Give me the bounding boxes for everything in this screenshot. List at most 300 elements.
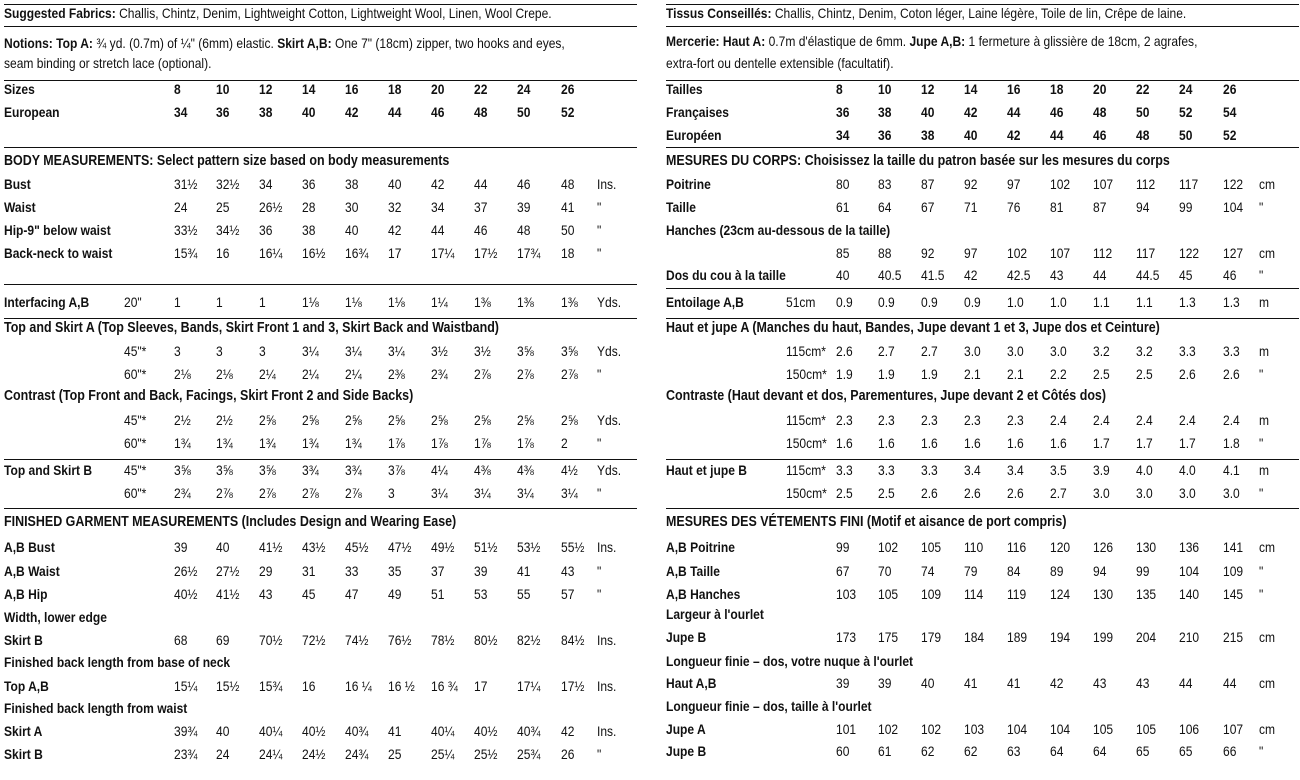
finished-value: 41 — [388, 723, 402, 739]
yardage-value: 3¼ — [517, 485, 534, 501]
body-value: 48 — [561, 176, 575, 192]
yardage-value: 2.6 — [921, 485, 938, 501]
yardage-value: 0.9 — [836, 294, 853, 310]
body-value: 122 — [1179, 245, 1200, 261]
yardage-value: 3.0 — [1179, 485, 1196, 501]
fabrics-text: Challis, Chintz, Denim, Coton léger, Laine légère, Toile de lin, Crêpe de laine. — [771, 5, 1187, 21]
body-value: 44 — [431, 222, 445, 238]
size-value: 52 — [1223, 127, 1237, 143]
finished-value: 62 — [964, 743, 978, 759]
yardage-value: 2⅞ — [561, 366, 578, 382]
finished-value: 44 — [1223, 675, 1237, 691]
yardage-value: 1.0 — [1050, 294, 1067, 310]
yardage-value: 1⅞ — [517, 435, 534, 451]
yardage-value: 4.0 — [1179, 462, 1196, 478]
finished-value: 24½ — [302, 746, 326, 762]
yardage-value: 1.6 — [836, 435, 853, 451]
body-value: 107 — [1093, 176, 1114, 192]
finished-value: 25 — [388, 746, 402, 762]
measurement-label: Hanches (23cm au-dessous de la taille) — [666, 222, 891, 238]
finished-value: 103 — [964, 721, 985, 737]
finished-value: 114 — [964, 586, 984, 602]
size-value: 48 — [1093, 104, 1107, 120]
size-value: 40 — [964, 127, 978, 143]
unit-label: cm — [1259, 539, 1276, 555]
finished-value: 27½ — [216, 563, 240, 579]
measurement-label: Poitrine — [666, 176, 711, 192]
yardage-value: 2⅝ — [431, 412, 448, 428]
body-value: 38 — [345, 176, 359, 192]
divider — [666, 147, 1299, 148]
finished-value: 124 — [1050, 586, 1071, 602]
finished-value: 78½ — [431, 632, 455, 648]
yardage-value: 2.4 — [1050, 412, 1067, 428]
finished-value: 189 — [1007, 629, 1028, 645]
yardage-value: 1⅜ — [517, 294, 534, 310]
yardage-value: 2.5 — [1093, 366, 1110, 382]
finished-value: 40 — [216, 539, 230, 555]
finished-value: 60 — [836, 743, 850, 759]
yardage-value: 1⅜ — [474, 294, 491, 310]
yardage-value: 1.8 — [1223, 435, 1240, 451]
unit-label: " — [597, 366, 602, 382]
unit-label: Ins. — [597, 678, 617, 694]
yardage-value: 1¾ — [345, 435, 362, 451]
finished-value: 51 — [431, 586, 445, 602]
fabric-width: 60"* — [124, 366, 147, 382]
yardage-value: 3.2 — [1136, 343, 1153, 359]
yardage-value: 1.7 — [1136, 435, 1153, 451]
fabric-width: 60"* — [124, 485, 147, 501]
unit-label: cm — [1259, 176, 1276, 192]
yardage-value: 1¼ — [431, 294, 448, 310]
finished-value: 40 — [216, 723, 230, 739]
body-value: 39 — [517, 199, 531, 215]
finished-value: 41 — [964, 675, 978, 691]
divider — [666, 26, 1299, 27]
finished-value: 104 — [1050, 721, 1071, 737]
size-value: 26 — [1223, 81, 1237, 97]
yardage-value: 2⅞ — [302, 485, 319, 501]
yardage-value: 1⅛ — [388, 294, 405, 310]
finished-value: 26 — [561, 746, 575, 762]
yardage-value: 1.0 — [1007, 294, 1024, 310]
body-value: 41 — [561, 199, 575, 215]
body-value: 32 — [388, 199, 402, 215]
finished-value: 141 — [1223, 539, 1244, 555]
yardage-value: 1⅜ — [561, 294, 578, 310]
body-value: 38 — [302, 222, 316, 238]
finished-value: 102 — [921, 721, 942, 737]
yardage-value: 1¾ — [174, 435, 191, 451]
yardage-value: 2.6 — [1179, 366, 1196, 382]
unit-label: " — [1259, 586, 1264, 602]
yardage-value: 4.0 — [1136, 462, 1153, 478]
body-value: 31½ — [174, 176, 198, 192]
finished-value: 135 — [1136, 586, 1157, 602]
finished-value: 76½ — [388, 632, 412, 648]
body-value: 41.5 — [921, 267, 945, 283]
unit-label: cm — [1259, 675, 1276, 691]
yardage-value: 1⅛ — [302, 294, 319, 310]
measurement-label: Jupe B — [666, 743, 707, 759]
size-value: 42 — [1007, 127, 1021, 143]
finished-value: 64 — [1093, 743, 1107, 759]
yardage-value: 2.5 — [836, 485, 853, 501]
yardage-value: 1 — [174, 294, 181, 310]
fabric-width: 150cm* — [786, 366, 827, 382]
yardage-value: 2⅝ — [517, 412, 534, 428]
finished-value: 104 — [1007, 721, 1028, 737]
finished-value: 40 — [921, 675, 935, 691]
finished-value: 53 — [474, 586, 488, 602]
body-value: 83 — [878, 176, 892, 192]
finished-value: 24 — [216, 746, 230, 762]
finished-value: 40¾ — [517, 723, 541, 739]
size-value: 18 — [388, 81, 402, 97]
finished-value: 42 — [1050, 675, 1064, 691]
finished-value: 41 — [1007, 675, 1021, 691]
size-value: 16 — [345, 81, 359, 97]
measurement-label: Skirt B — [4, 632, 43, 648]
size-value: 40 — [302, 104, 316, 120]
interfacing-label: Entoilage A,B — [666, 294, 744, 310]
size-value: 38 — [259, 104, 273, 120]
divider — [666, 459, 1299, 460]
yardage-b-label: Haut et jupe B — [666, 462, 747, 478]
yardage-value: 3 — [216, 343, 223, 359]
yardage-value: 1 — [259, 294, 266, 310]
size-value: 44 — [1007, 104, 1021, 120]
divider — [666, 4, 1299, 5]
size-value: 42 — [964, 104, 978, 120]
finished-value: 106 — [1179, 721, 1200, 737]
yardage-value: 3 — [388, 485, 395, 501]
divider — [4, 284, 637, 285]
measurement-label: Waist — [4, 199, 36, 215]
finished-value: 40½ — [474, 723, 498, 739]
yardage-value: 1⅞ — [388, 435, 405, 451]
divider — [4, 147, 637, 148]
body-value: 76 — [1007, 199, 1021, 215]
body-value: 102 — [1007, 245, 1028, 261]
finished-value: 173 — [836, 629, 857, 645]
size-row-label: Tailles — [666, 81, 703, 97]
body-value: 18 — [561, 245, 575, 261]
measurement-label: A,B Hanches — [666, 586, 741, 602]
divider — [666, 288, 1299, 289]
size-value: 50 — [1179, 127, 1193, 143]
yardage-value: 2.3 — [836, 412, 853, 428]
finished-value: 105 — [1093, 721, 1114, 737]
finished-value: 43 — [259, 586, 273, 602]
yardage-value: 2⅞ — [259, 485, 276, 501]
body-value: 44 — [474, 176, 488, 192]
finished-value: 184 — [964, 629, 985, 645]
subheading: Finished back length from waist — [4, 700, 188, 716]
unit-label: " — [597, 199, 602, 215]
yardage-value: 3⅝ — [561, 343, 578, 359]
body-value: 40 — [836, 267, 850, 283]
finished-value: 62 — [921, 743, 935, 759]
yardage-b-label: Top and Skirt B — [4, 462, 93, 478]
yardage-value: 1¾ — [302, 435, 319, 451]
body-value: 97 — [964, 245, 978, 261]
size-value: 46 — [1093, 127, 1107, 143]
yardage-value: 2⅞ — [216, 485, 233, 501]
fabrics-line — [666, 6, 1186, 20]
yardage-heading: Haut et jupe A (Manches du haut, Bandes, Jupe devant 1 et 3, Jupe dos et Ceinture) — [666, 320, 1160, 336]
yardage-value: 2.6 — [836, 343, 853, 359]
finished-value: 89 — [1050, 563, 1064, 579]
finished-value: 70 — [878, 563, 892, 579]
size-value: 48 — [1136, 127, 1150, 143]
yardage-value: 3.0 — [1136, 485, 1153, 501]
body-value: 26½ — [259, 199, 283, 215]
unit-label: " — [1259, 267, 1264, 283]
subheading: Largeur à l'ourlet — [666, 606, 764, 622]
body-value: 42 — [388, 222, 402, 238]
fabric-width: 45"* — [124, 343, 147, 359]
size-value: 46 — [431, 104, 445, 120]
divider — [4, 318, 637, 319]
size-row-label: European — [4, 104, 60, 120]
yardage-value: 1⅞ — [474, 435, 491, 451]
unit-label: Yds. — [597, 412, 622, 428]
yardage-value: 1.6 — [878, 435, 895, 451]
finished-value: 43 — [1136, 675, 1150, 691]
size-value: 40 — [921, 104, 935, 120]
size-value: 36 — [216, 104, 230, 120]
finished-value: 130 — [1093, 586, 1114, 602]
size-value: 36 — [878, 127, 892, 143]
yardage-value: 2 — [561, 435, 568, 451]
divider — [666, 80, 1299, 81]
yardage-value: 2⅞ — [345, 485, 362, 501]
yardage-value: 2.3 — [1007, 412, 1024, 428]
yardage-value: 3 — [174, 343, 181, 359]
yardage-value: 2.3 — [964, 412, 981, 428]
finished-value: 42 — [561, 723, 575, 739]
measurement-label: Haut A,B — [666, 675, 717, 691]
yardage-value: 3.9 — [1093, 462, 1110, 478]
measurement-label: Top A,B — [4, 678, 49, 694]
body-value: 99 — [1179, 199, 1193, 215]
yardage-value: 2.6 — [1223, 366, 1240, 382]
notions-part: Notions: — [4, 35, 53, 51]
finished-value: 17¼ — [517, 678, 541, 694]
finished-value: 40½ — [174, 586, 198, 602]
finished-value: 39 — [174, 539, 188, 555]
finished-value: 136 — [1179, 539, 1200, 555]
yardage-value: 1.1 — [1136, 294, 1153, 310]
unit-label: Yds. — [597, 343, 622, 359]
unit-label: " — [1259, 485, 1264, 501]
body-measurements-heading: MESURES DU CORPS: Choisissez la taille du patron basée sur les mesures du corps — [666, 153, 1170, 169]
subheading: Width, lower edge — [4, 609, 107, 625]
size-value: 8 — [836, 81, 843, 97]
unit-label: cm — [1259, 721, 1276, 737]
body-value: 36 — [259, 222, 273, 238]
body-value: 46 — [517, 176, 531, 192]
finished-value: 68 — [174, 632, 188, 648]
yardage-value: 2.5 — [878, 485, 895, 501]
finished-value: 55½ — [561, 539, 585, 555]
body-value: 30 — [345, 199, 359, 215]
finished-value: 17½ — [561, 678, 585, 694]
body-value: 48 — [517, 222, 531, 238]
finished-value: 35 — [388, 563, 402, 579]
body-value: 32½ — [216, 176, 240, 192]
yardage-value: 2.4 — [1093, 412, 1110, 428]
body-value: 43 — [1050, 267, 1064, 283]
body-value: 37 — [474, 199, 488, 215]
size-value: 38 — [921, 127, 935, 143]
finished-value: 126 — [1093, 539, 1114, 555]
body-value: 16½ — [302, 245, 326, 261]
body-measurements-heading: BODY MEASUREMENTS: Select pattern size based on body measurements — [4, 153, 450, 169]
finished-value: 65 — [1136, 743, 1150, 759]
finished-value: 63 — [1007, 743, 1021, 759]
yardage-value: 3¼ — [431, 485, 448, 501]
finished-value: 25¼ — [431, 746, 455, 762]
finished-value: 49½ — [431, 539, 455, 555]
finished-value: 175 — [878, 629, 899, 645]
finished-value: 41 — [517, 563, 531, 579]
finished-value: 74½ — [345, 632, 369, 648]
finished-value: 101 — [836, 721, 857, 737]
size-value: 16 — [1007, 81, 1021, 97]
body-value: 112 — [1136, 176, 1156, 192]
yardage-value: 3.3 — [836, 462, 853, 478]
finished-value: 210 — [1179, 629, 1200, 645]
yardage-value: 2⅞ — [517, 366, 534, 382]
fabrics-label: Tissus Conseillés: — [666, 5, 772, 21]
finished-value: 74 — [921, 563, 935, 579]
size-value: 10 — [216, 81, 230, 97]
size-value: 24 — [1179, 81, 1193, 97]
body-value: 34 — [431, 199, 445, 215]
finished-value: 15¼ — [174, 678, 198, 694]
contrast-heading: Contrast (Top Front and Back, Facings, Skirt Front 2 and Side Backs) — [4, 388, 414, 404]
measurement-label: A,B Hip — [4, 586, 48, 602]
finished-value: 103 — [836, 586, 857, 602]
finished-value: 40¾ — [345, 723, 369, 739]
size-value: 46 — [1050, 104, 1064, 120]
finished-value: 66 — [1223, 743, 1237, 759]
yardage-value: 1.9 — [878, 366, 895, 382]
finished-value: 43 — [1093, 675, 1107, 691]
yardage-value: 4⅜ — [474, 462, 491, 478]
yardage-value: 2⅛ — [216, 366, 233, 382]
finished-value: 53½ — [517, 539, 541, 555]
yardage-value: 3 — [259, 343, 266, 359]
yardage-value: 2.7 — [1050, 485, 1067, 501]
body-value: 17¾ — [517, 245, 541, 261]
finished-value: 17 — [474, 678, 488, 694]
body-value: 33½ — [174, 222, 198, 238]
yardage-value: 4.1 — [1223, 462, 1240, 478]
body-value: 107 — [1050, 245, 1071, 261]
yardage-value: 3.3 — [878, 462, 895, 478]
yardage-value: 1.3 — [1179, 294, 1196, 310]
yardage-value: 3⅝ — [259, 462, 276, 478]
yardage-value: 2¼ — [302, 366, 319, 382]
finished-value: 70½ — [259, 632, 283, 648]
interfacing-label: Interfacing A,B — [4, 294, 90, 310]
yardage-value: 3⅝ — [174, 462, 191, 478]
finished-value: 194 — [1050, 629, 1071, 645]
finished-value: 15¾ — [259, 678, 283, 694]
body-value: 94 — [1136, 199, 1150, 215]
finished-value: 64 — [1050, 743, 1064, 759]
body-value: 16¼ — [259, 245, 283, 261]
body-value: 17½ — [474, 245, 498, 261]
measurement-label: A,B Taille — [666, 563, 720, 579]
fabrics-line — [4, 6, 552, 20]
notions-part: Top A: — [56, 35, 93, 51]
notions-line2: seam binding or stretch lace (optional). — [4, 55, 212, 71]
size-value: 20 — [1093, 81, 1107, 97]
notions-line2: extra-fort ou dentelle extensible (facultatif). — [666, 55, 894, 71]
fabric-width: 20" — [124, 294, 142, 310]
finished-measurements-heading: FINISHED GARMENT MEASUREMENTS (Includes Design and Wearing Ease) — [4, 514, 457, 530]
subheading: Longueur finie – dos, taille à l'ourlet — [666, 698, 872, 714]
measurement-label: A,B Poitrine — [666, 539, 735, 555]
yardage-value: 2¾ — [431, 366, 448, 382]
yardage-value: 3.0 — [1007, 343, 1024, 359]
finished-value: 16 — [302, 678, 316, 694]
yardage-value: 1.7 — [1093, 435, 1110, 451]
body-value: 17 — [388, 245, 402, 261]
yardage-value: 1 — [216, 294, 223, 310]
yardage-value: 2⅜ — [388, 366, 405, 382]
unit-label: cm — [1259, 245, 1276, 261]
yardage-value: 2¾ — [174, 485, 191, 501]
size-value: 10 — [878, 81, 892, 97]
body-value: 24 — [174, 199, 188, 215]
yardage-value: 3⅞ — [388, 462, 405, 478]
yardage-value: 1.7 — [1179, 435, 1196, 451]
size-value: 44 — [388, 104, 402, 120]
yardage-value: 3¼ — [302, 343, 319, 359]
yardage-value: 2.3 — [878, 412, 895, 428]
size-value: 26 — [561, 81, 575, 97]
unit-label: " — [597, 222, 602, 238]
body-value: 104 — [1223, 199, 1244, 215]
yardage-value: 3⅝ — [216, 462, 233, 478]
yardage-value: 3.0 — [1223, 485, 1240, 501]
yardage-value: 2⅞ — [474, 366, 491, 382]
finished-value: 79 — [964, 563, 978, 579]
finished-value: 45 — [302, 586, 316, 602]
body-value: 40 — [345, 222, 359, 238]
body-value: 45 — [1179, 267, 1193, 283]
body-value: 112 — [1093, 245, 1113, 261]
finished-value: 15½ — [216, 678, 240, 694]
body-value: 87 — [921, 176, 935, 192]
finished-value: 41½ — [259, 539, 283, 555]
yardage-value: 1.9 — [921, 366, 938, 382]
body-value: 40 — [388, 176, 402, 192]
yardage-value: 2⅝ — [259, 412, 276, 428]
finished-value: 120 — [1050, 539, 1071, 555]
measurement-label: Hip-9" below waist — [4, 222, 111, 238]
finished-value: 25½ — [474, 746, 498, 762]
yardage-value: 2⅝ — [561, 412, 578, 428]
yardage-value: 1¾ — [259, 435, 276, 451]
yardage-value: 1.6 — [1007, 435, 1024, 451]
